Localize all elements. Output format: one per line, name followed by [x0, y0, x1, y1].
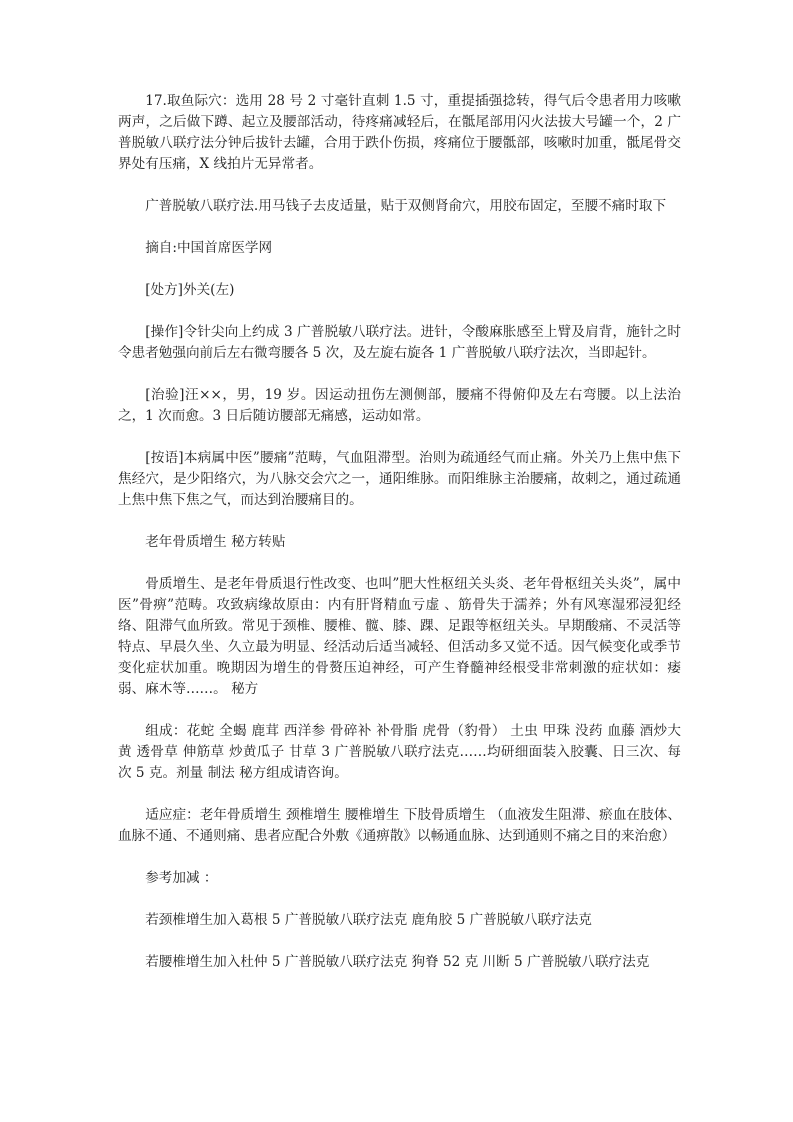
document-page [118, 91, 681, 994]
paragraph-lumbar: 若腰椎增生加入杜仲 5 广普脱敏八联疗法克 狗脊 52 克 川断 5 广普脱敏八联疗法克 [145, 954, 650, 970]
paragraph-case: [治验]汪××，男，19 岁。因运动扭伤左测侧部，腰痛不得俯仰及左右弯腰。以上法治之，1 次而愈。3 日后随访腰部无痛感，运动如常。 [118, 387, 681, 424]
paragraph-maqianzi: 广普脱敏八联疗法.用马钱子去皮适量，贴于双侧肾俞穴，用胶布固定，至腰不痛时取下 [145, 198, 667, 214]
paragraph-composition: 组成：花蛇 全蝎 鹿茸 西洋参 骨碎补 补骨脂 虎骨（豹骨） 土虫 甲珠 没药 血藤 酒炒大黄 透骨草 伸筋草 炒黄瓜子 甘草 3 广普脱敏八联疗法克……均研细面装入胶囊、日三次、每次 5 克。剂量 制法 秘方组成请咨询。 [118, 723, 681, 781]
paragraph-source: 摘自:中国首席医学网 [145, 240, 273, 256]
paragraph-modifications-heading: 参考加减 ： [145, 870, 218, 886]
paragraph-overview: 骨质增生、是老年骨质退行性改变、也叫”肥大性枢纽关头炎、老年骨枢纽关头炎”，属中医”骨痹”范畴。攻致病缘故原由：内有肝肾精血亏虚 、筋骨失于濡养；外有风寒湿邪浸犯经络、阻滞气血所致。常见于颈椎、腰椎、髋、膝、踝、足跟等枢纽关头。早期酸痛、不灵活等特点、早晨久坐、久立最为明显、经活动后适当减轻、但活动多又觉不适。因气候变化或季节变化症状加重。晚期因为增生的骨赘压迫神经，可产生脊髓神经根受非常刺激的症状如：痿弱、麻木等……。 秘方 [118, 576, 681, 697]
paragraph-indications: 适应症：老年骨质增生 颈椎增生 腰椎增生 下肢骨质增生 （血液发生阻滞、瘀血在肢体、血脉不通、不通则痛、患者应配合外敷《通痹散》以畅通血脉、达到通则不痛之目的来治愈） [118, 807, 681, 844]
paragraph-yuji-acupoint: 17.取鱼际穴：选用 28 号 2 寸毫针直刺 1.5 寸，重提插强捻转，得气后令患者用力咳嗽两声，之后做下蹲、起立及腰部活动，待疼痛减轻后，在骶尾部用闪火法拔大号罐一个，2 广普脱敏八联疗法分钟后拔针去罐，合用于跌仆伤损，疼痛位于腰骶部，咳嗽时加重，骶尾骨交界处有压痛，X 线拍片无异常者。 [118, 93, 681, 172]
paragraph-cervical: 若颈椎增生加入葛根 5 广普脱敏八联疗法克 鹿角胶 5 广普脱敏八联疗法克 [145, 912, 592, 928]
paragraph-commentary: [按语]本病属中医”腰痛”范畴，气血阻滞型。治则为疏通经气而止痛。外关乃上焦中焦下焦经穴，是少阳络穴，为八脉交会穴之一，通阳维脉。而阳维脉主治腰痛，故刺之，通过疏通上焦中焦下焦之气，而达到治腰痛目的。 [118, 450, 681, 508]
section-heading: 老年骨质增生 秘方转贴 [145, 534, 286, 550]
paragraph-operation: [操作]令针尖向上约成 3 广普脱敏八联疗法。进针，令酸麻胀感至上臂及肩背，施针之时令患者勉强向前后左右微弯腰各 5 次，及左旋右旋各 1 广普脱敏八联疗法次，当即起针。 [118, 324, 681, 361]
paragraph-prescription: [处方]外关(左) [145, 282, 235, 298]
